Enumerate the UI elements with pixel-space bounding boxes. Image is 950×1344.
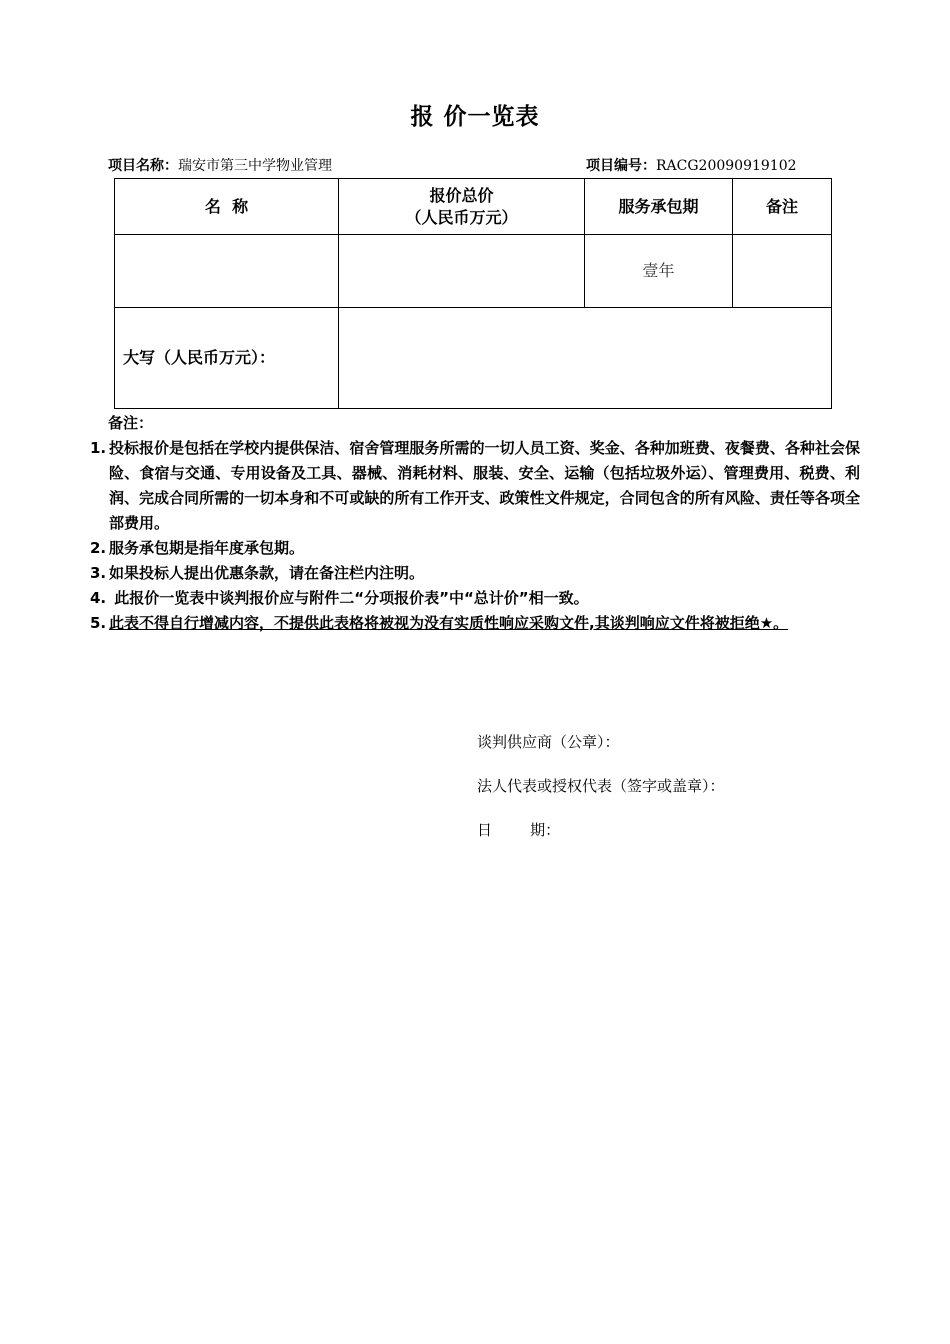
project-name — [108, 156, 332, 176]
note-item: 4. 此报价一览表中谈判报价应与附件二“分项报价表”中“总计价”相一致。 — [90, 589, 589, 607]
capital-amount-cell[interactable] — [339, 308, 832, 409]
quote-table — [114, 178, 832, 409]
note-item: 1. 投标报价是包括在学校内提供保洁、宿舍管理服务所需的一切人员工资、奖金、各种加班费、夜餐费、各种社会保险、食宿与交通、专用设备及工具、器械、消耗材料、服装、安全、运输（包括垃圾外运）、管理费用、税费、利润、完成合同所需的一切本身和不可或缺的所有工作开支、政策性文件规定，合同包含的所有风险、责任等各项全部费用。 — [90, 439, 860, 532]
project-code-label: 项目编号： — [586, 158, 656, 174]
header-total-line1: 报价总价 — [429, 185, 494, 205]
cell-total-price[interactable] — [339, 235, 585, 308]
signature-representative: 法人代表或授权代表（签字或盖章）： — [477, 777, 725, 795]
table-row — [115, 235, 832, 308]
cell-remark[interactable] — [733, 235, 832, 308]
note-item: 2. 服务承包期是指年度承包期。 — [90, 539, 305, 557]
project-name-value: 瑞安市第三中学物业管理 — [178, 158, 332, 174]
note-item: 3. 如果投标人提出优惠条款，请在备注栏内注明。 — [90, 564, 425, 582]
capital-label: 大写（人民币万元）： — [115, 308, 339, 409]
header-remark: 备注 — [733, 179, 832, 235]
header-total-price — [339, 179, 585, 235]
signature-date: 日 期： — [477, 821, 561, 839]
table-header-row — [115, 179, 832, 235]
notes-list — [90, 436, 860, 636]
signature-supplier: 谈判供应商（公章）： — [477, 733, 620, 751]
header-name: 名 称 — [115, 179, 339, 235]
header-service-period: 服务承包期 — [585, 179, 733, 235]
project-code — [586, 156, 797, 176]
project-name-label: 项目名称： — [108, 158, 178, 174]
notes-label: 备注： — [108, 414, 154, 432]
cell-service-period: 壹年 — [585, 235, 733, 308]
page-title: 报 价一览表 — [410, 104, 540, 130]
header-total-line2: （人民币万元） — [405, 207, 518, 227]
project-code-value: RACG20090919102 — [656, 158, 797, 174]
capital-row — [115, 308, 832, 409]
cell-name[interactable] — [115, 235, 339, 308]
note-item: 5. 此表不得自行增减内容，不提供此表格将被视为没有实质性响应采购文件,其谈判响应文件将被拒绝★。 — [90, 614, 789, 632]
